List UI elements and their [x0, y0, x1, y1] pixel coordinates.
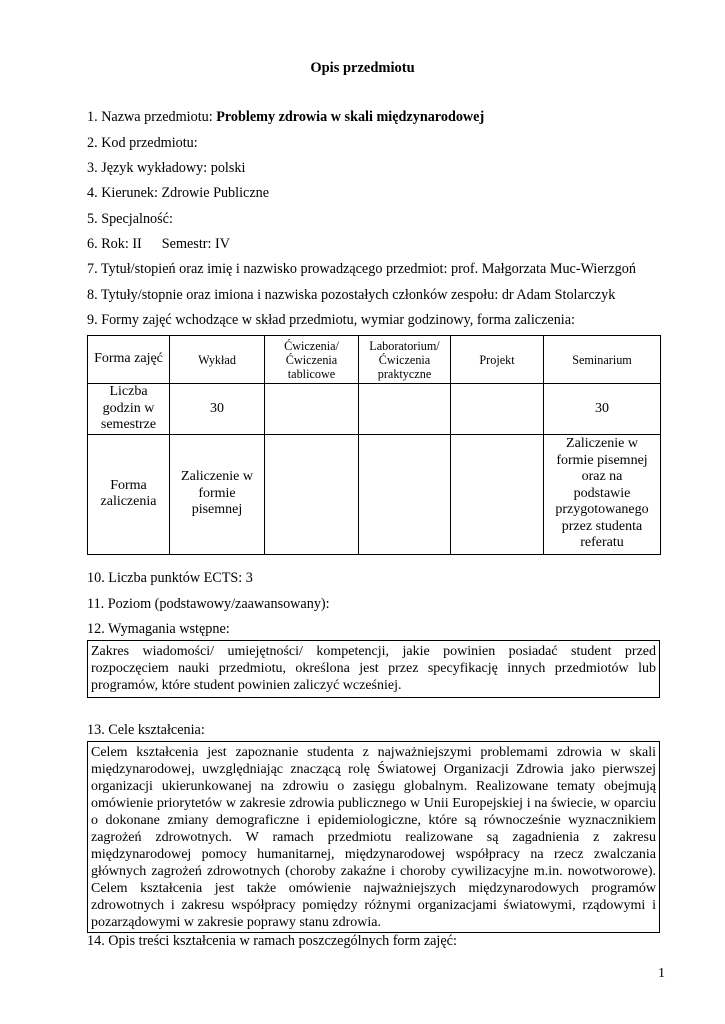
header-cwiczenia: Ćwiczenia/ Ćwiczenia tablicowe [265, 336, 359, 384]
hours-cwiczenia [265, 384, 359, 435]
hours-label: Liczba godzin w semestrze [88, 384, 170, 435]
item-course-name-value: Problemy zdrowia w skali międzynarodowej [216, 109, 485, 125]
item-course-code: 2. Kod przedmiotu: [87, 135, 198, 151]
item-team-members: 8. Tytuły/stopnie oraz imiona i nazwiska pozostałych członków zespołu: dr Adam Stolarczyk [87, 287, 616, 303]
credit-label: Forma zaliczenia [88, 434, 170, 554]
requirements-box: Zakres wiadomości/ umiejętności/ kompetencji, jakie powinien posiadać student przed rozpoczęciem nauki przedmiotu, określona jest przez specyfikację innych przedmiotów lub programów, które student powinien zaliczyć wcześniej. [87, 640, 660, 698]
header-wyklad: Wykład [170, 336, 265, 384]
item-level: 11. Poziom (podstawowy/zaawansowany): [87, 596, 330, 612]
item-course-name [87, 108, 484, 126]
item-year: 6. Rok: II [87, 236, 142, 252]
header-projekt: Projekt [451, 336, 544, 384]
page-number: 1 [658, 966, 665, 981]
credit-cwiczenia [265, 434, 359, 554]
item-lecturer: 7. Tytuł/stopień oraz imię i nazwisko prowadzącego przedmiot: prof. Małgorzata Muc-Wierzgoń [87, 261, 636, 277]
hours-laboratorium [359, 384, 451, 435]
goals-box: Celem kształcenia jest zapoznanie studenta z najważniejszymi problemami zdrowia w skali międzynarodowej, uwzględniając znaczącą rolę Światowej Organizacji Zdrowia jako pierwszej organizacji ukierunkowanej na zdrowiu o zasięgu globalnym. Realizowane tematy obejmują omówienie priorytetów w zakresie zdrowia publicznego w Unii Europejskiej i na świecie, w oparciu o dokonane zmiany demograficzne i epidemiologiczne, które są równocześnie wyznacznikiem zagrożeń zdrowotnych. W ramach przedmiotu realizowane są zagadnienia z zakresu międzynarodowej pomocy humanitarnej, międzynarodowej współpracy na rzecz zwalczania głównych zagrożeń zdrowotnych (choroby zakaźne i choroby cywilizacyjne m.in. nowotworowe). Celem kształcenia jest także omówienie najważniejszych międzynarodowych programów zdrowotnych i zakresu współpracy pomiędzy różnymi organizacjami światowymi, rządowymi i pozarządowymi w zakresie poprawy stanu zdrowia. [87, 741, 660, 933]
credit-projekt [451, 434, 544, 554]
item-goals: 13. Cele kształcenia: [87, 722, 205, 738]
hours-projekt [451, 384, 544, 435]
item-ects: 10. Liczba punktów ECTS: 3 [87, 570, 253, 586]
hours-wyklad: 30 [170, 384, 265, 435]
table-row-hours [88, 384, 661, 435]
item-year-semester [87, 235, 230, 253]
credit-laboratorium [359, 434, 451, 554]
header-forma: Forma zajęć [88, 336, 170, 384]
item-field-of-study: 4. Kierunek: Zdrowie Publiczne [87, 185, 270, 201]
hours-seminarium: 30 [544, 384, 661, 435]
class-forms-table [87, 335, 661, 555]
credit-wyklad: Zaliczenie w formie pisemnej [170, 434, 265, 554]
credit-seminarium: Zaliczenie w formie pisemnej oraz na podstawie przygotowanego przez studenta referatu [544, 434, 661, 554]
header-seminarium: Seminarium [544, 336, 661, 384]
header-laboratorium: Laboratorium/ Ćwiczenia praktyczne [359, 336, 451, 384]
item-specialty: 5. Specjalność: [87, 211, 173, 227]
item-semester: Semestr: IV [161, 236, 230, 252]
item-content-description: 14. Opis treści kształcenia w ramach poszczególnych form zajęć: [87, 933, 457, 949]
item-course-name-label: 1. Nazwa przedmiotu: [87, 109, 217, 125]
item-language: 3. Język wykładowy: polski [87, 160, 246, 176]
item-class-forms: 9. Formy zajęć wchodzące w skład przedmiotu, wymiar godzinowy, forma zaliczenia: [87, 312, 575, 328]
table-header-row [88, 336, 661, 384]
page-title: Opis przedmiotu [310, 60, 415, 76]
item-requirements: 12. Wymagania wstępne: [87, 621, 230, 637]
table-row-credit [88, 434, 661, 554]
